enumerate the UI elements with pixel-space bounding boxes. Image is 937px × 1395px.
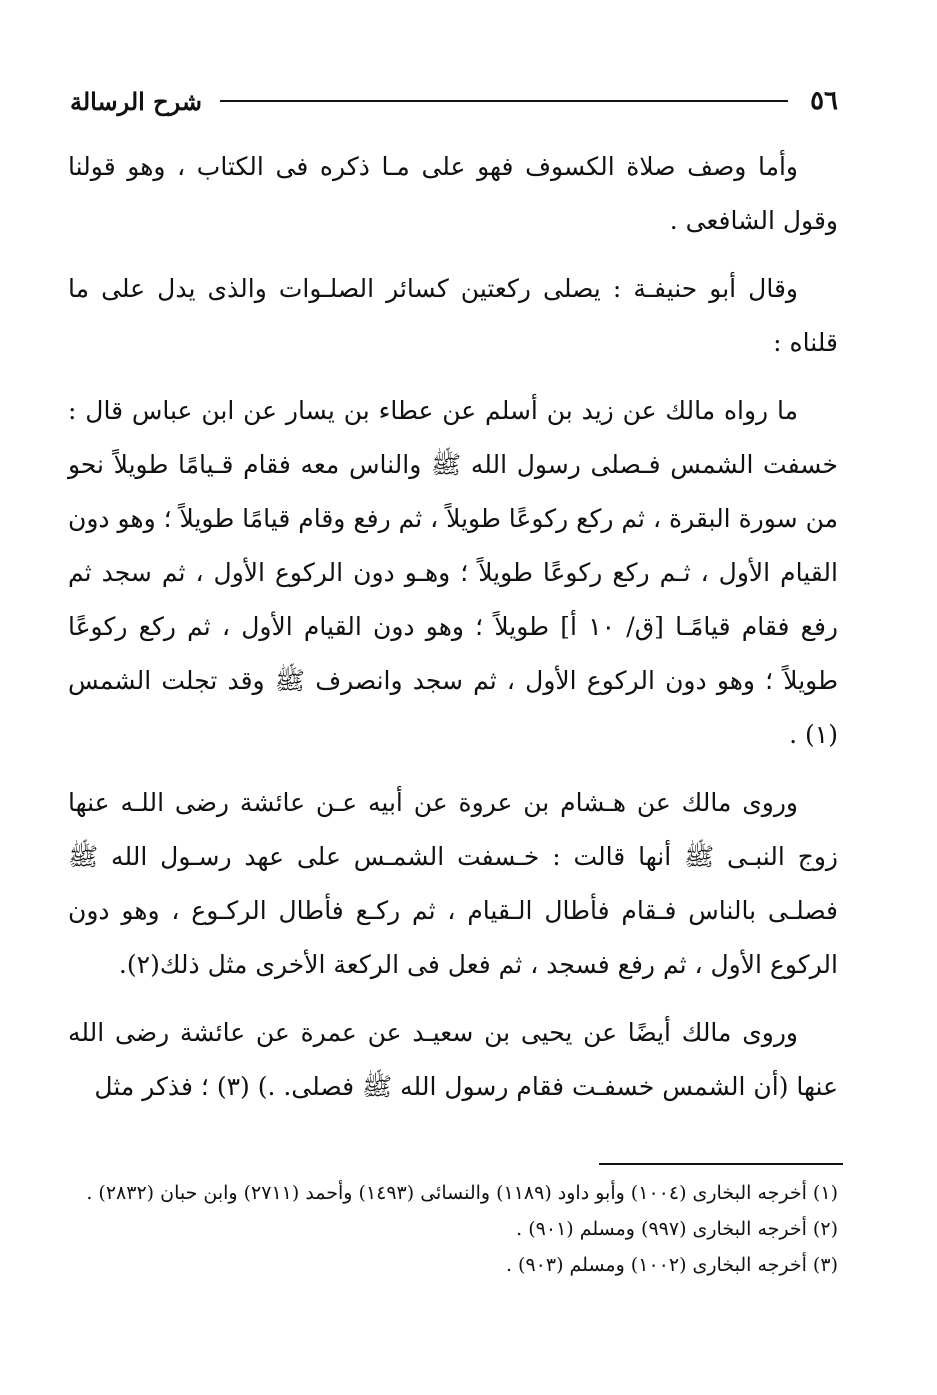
running-title: شرح الرسالة bbox=[70, 86, 203, 116]
header-rule bbox=[220, 100, 788, 102]
footnote: (١) أخرجه البخارى (١٠٠٤) وأبو داود (١١٨٩) والنسائى (١٤٩٣) وأحمد (٢٧١١) وابن حبان (٢٨٣٢) . bbox=[86, 1182, 838, 1204]
paragraph: وروى مالك أيضًا عن يحيى بن سعيـد عن عمرة عن عائشة رضى الله عنها (أن الشمس خسفـت فقام رسول الله ﷺ فصلى. .) (٣) ؛ فذكر مثل bbox=[68, 1018, 838, 1101]
footnote-separator bbox=[599, 1163, 843, 1165]
page-number: ٥٦ bbox=[810, 86, 838, 116]
paragraph: وروى مالك عن هـشام بن عروة عن أبيه عـن عائشة رضى اللـه عنها زوج النبـى ﷺ أنها قالت : خـسفت الشمـس على عهد رسـول الله ﷺ فصلـى بالناس فـقام فأطال الـقيام ، ثم ركـع فأطال الركـوع ، وهو دون الركوع الأول ، ثم رفع فسجد ، ثم فعل فى الركعة الأخرى مثل ذلك(٢). bbox=[68, 788, 838, 979]
page-header bbox=[70, 78, 838, 124]
footnotes bbox=[68, 1175, 838, 1283]
paragraph: وأما وصف صلاة الكسوف فهو على مـا ذكره فى الكتاب ، وهو قولنا وقول الشافعى . bbox=[68, 152, 838, 235]
footnote: (٢) أخرجه البخارى (٩٩٧) ومسلم (٩٠١) . bbox=[516, 1218, 838, 1240]
paragraph: وقال أبو حنيفـة : يصلى ركعتين كسائر الصلـوات والذى يدل على ما قلناه : bbox=[68, 274, 838, 357]
footnote: (٣) أخرجه البخارى (١٠٠٢) ومسلم (٩٠٣) . bbox=[505, 1254, 838, 1276]
main-text bbox=[68, 140, 838, 1128]
paragraph: ما رواه مالك عن زيد بن أسلم عن عطاء بن يسار عن ابن عباس قال : خسفت الشمس فـصلى رسول الله ﷺ والناس معه فقام قـيامًا طويلاً نحو من سورة البقرة ، ثم ركع ركوعًا طويلاً ، ثم رفع وقام قيامًا طويلاً ؛ وهو دون القيام الأول ، ثـم ركع ركوعًا طويلاً ؛ وهـو دون الركوع الأول ، ثم سجد ثم رفع فقام قيامًـا [ق/ ١٠ أ] طويلاً ؛ وهو دون القيام الأول ، ثم ركع ركوعًا طويلاً ؛ وهو دون الركوع الأول ، ثم سجد وانصرف ﷺ وقد تجلت الشمس (١) . bbox=[68, 396, 839, 749]
